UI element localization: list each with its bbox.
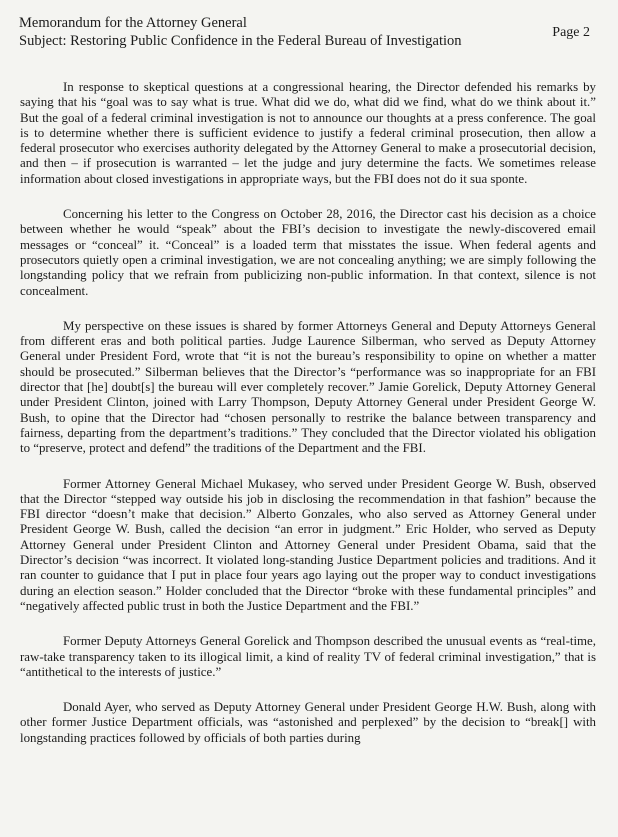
paragraph: Donald Ayer, who served as Deputy Attorney General under President George H.W. Bush, along with other former Justice Department officials, was “astonished and perplexed” by the decision to “break[] with longstanding practices followed by officials of both parties during [20,700,596,745]
paragraph: Former Deputy Attorneys General Gorelick and Thompson described the unusual events as “real-time, raw-take transparency taken to its illogical limit, a kind of reality TV of federal criminal investigation,” that is “antithetical to the interests of justice.” [20,634,596,679]
paragraph: Former Attorney General Michael Mukasey, who served under President George W. Bush, observed that the Director “stepped way outside his job in disclosing the recommendation in that fashion” because the FBI director “doesn’t make that decision.” Alberto Gonzales, who also served as Attorney General under President George W. Bush, called the decision “an error in judgment.” Eric Holder, who served as Deputy Attorney General under President Clinton and Attorney General under President Obama, said that the Director’s decision “was incorrect. It violated long-standing Justice Department policies and traditions. And it ran counter to guidance that I put in place four years ago laying out the proper way to conduct investigations during an election season.” Holder concluded that the Director “broke with these fundamental principles” and “negatively affected public trust in both the Justice Department and the FBI.” [20,476,596,613]
memo-addressee: Memorandum for the Attorney General [19,15,247,31]
page-number: Page 2 [552,25,590,40]
paragraph: Concerning his letter to the Congress on October 28, 2016, the Director cast his decision as a choice between whether he would “speak” about the FBI’s decision to investigate the newly-discovered email messages or “conceal” it. “Conceal” is a loaded term that misstates the issue. When federal agents and prosecutors quietly open a criminal investigation, we are not concealing anything; we are simply following the longstanding policy that we refrain from publicizing non-public information. In that context, silence is not concealment. [20,207,596,298]
memo-header [19,14,539,50]
paragraph: In response to skeptical questions at a congressional hearing, the Director defended his remarks by saying that his “goal was to say what is true. What did we do, what did we find, what do we think about it.” But the goal of a federal criminal investigation is not to announce our thoughts at a press conference. The goal is to determine whether there is sufficient evidence to justify a federal criminal prosecution, then allow a federal prosecutor who exercises authority delegated by the Attorney General to make a prosecutorial decision, and then – if prosecution is warranted – let the judge and jury determine the facts. We sometimes release information about closed investigations in appropriate ways, but the FBI does not do it sua sponte. [20,80,596,186]
memo-body [20,80,596,746]
paragraph: My perspective on these issues is shared by former Attorneys General and Deputy Attorneys General from different eras and both political parties. Judge Laurence Silberman, who served as Deputy Attorney General under President Ford, wrote that “it is not the bureau’s responsibility to opine on whether a matter should be prosecuted.” Silberman believes that the Director’s “performance was so inappropriate for an FBI director that [he] doubt[s] the bureau will ever completely recover.” Jamie Gorelick, Deputy Attorney General under President Clinton, joined with Larry Thompson, Deputy Attorney General under President George W. Bush, to opine that the Director had “chosen personally to restrike the balance between transparency and fairness, departing from the department’s traditions.” They concluded that the Director violated his obligation to “preserve, protect and defend” the traditions of the Department and the FBI. [20,318,596,456]
memo-subject: Subject: Restoring Public Confidence in the Federal Bureau of Investigation [19,33,462,49]
